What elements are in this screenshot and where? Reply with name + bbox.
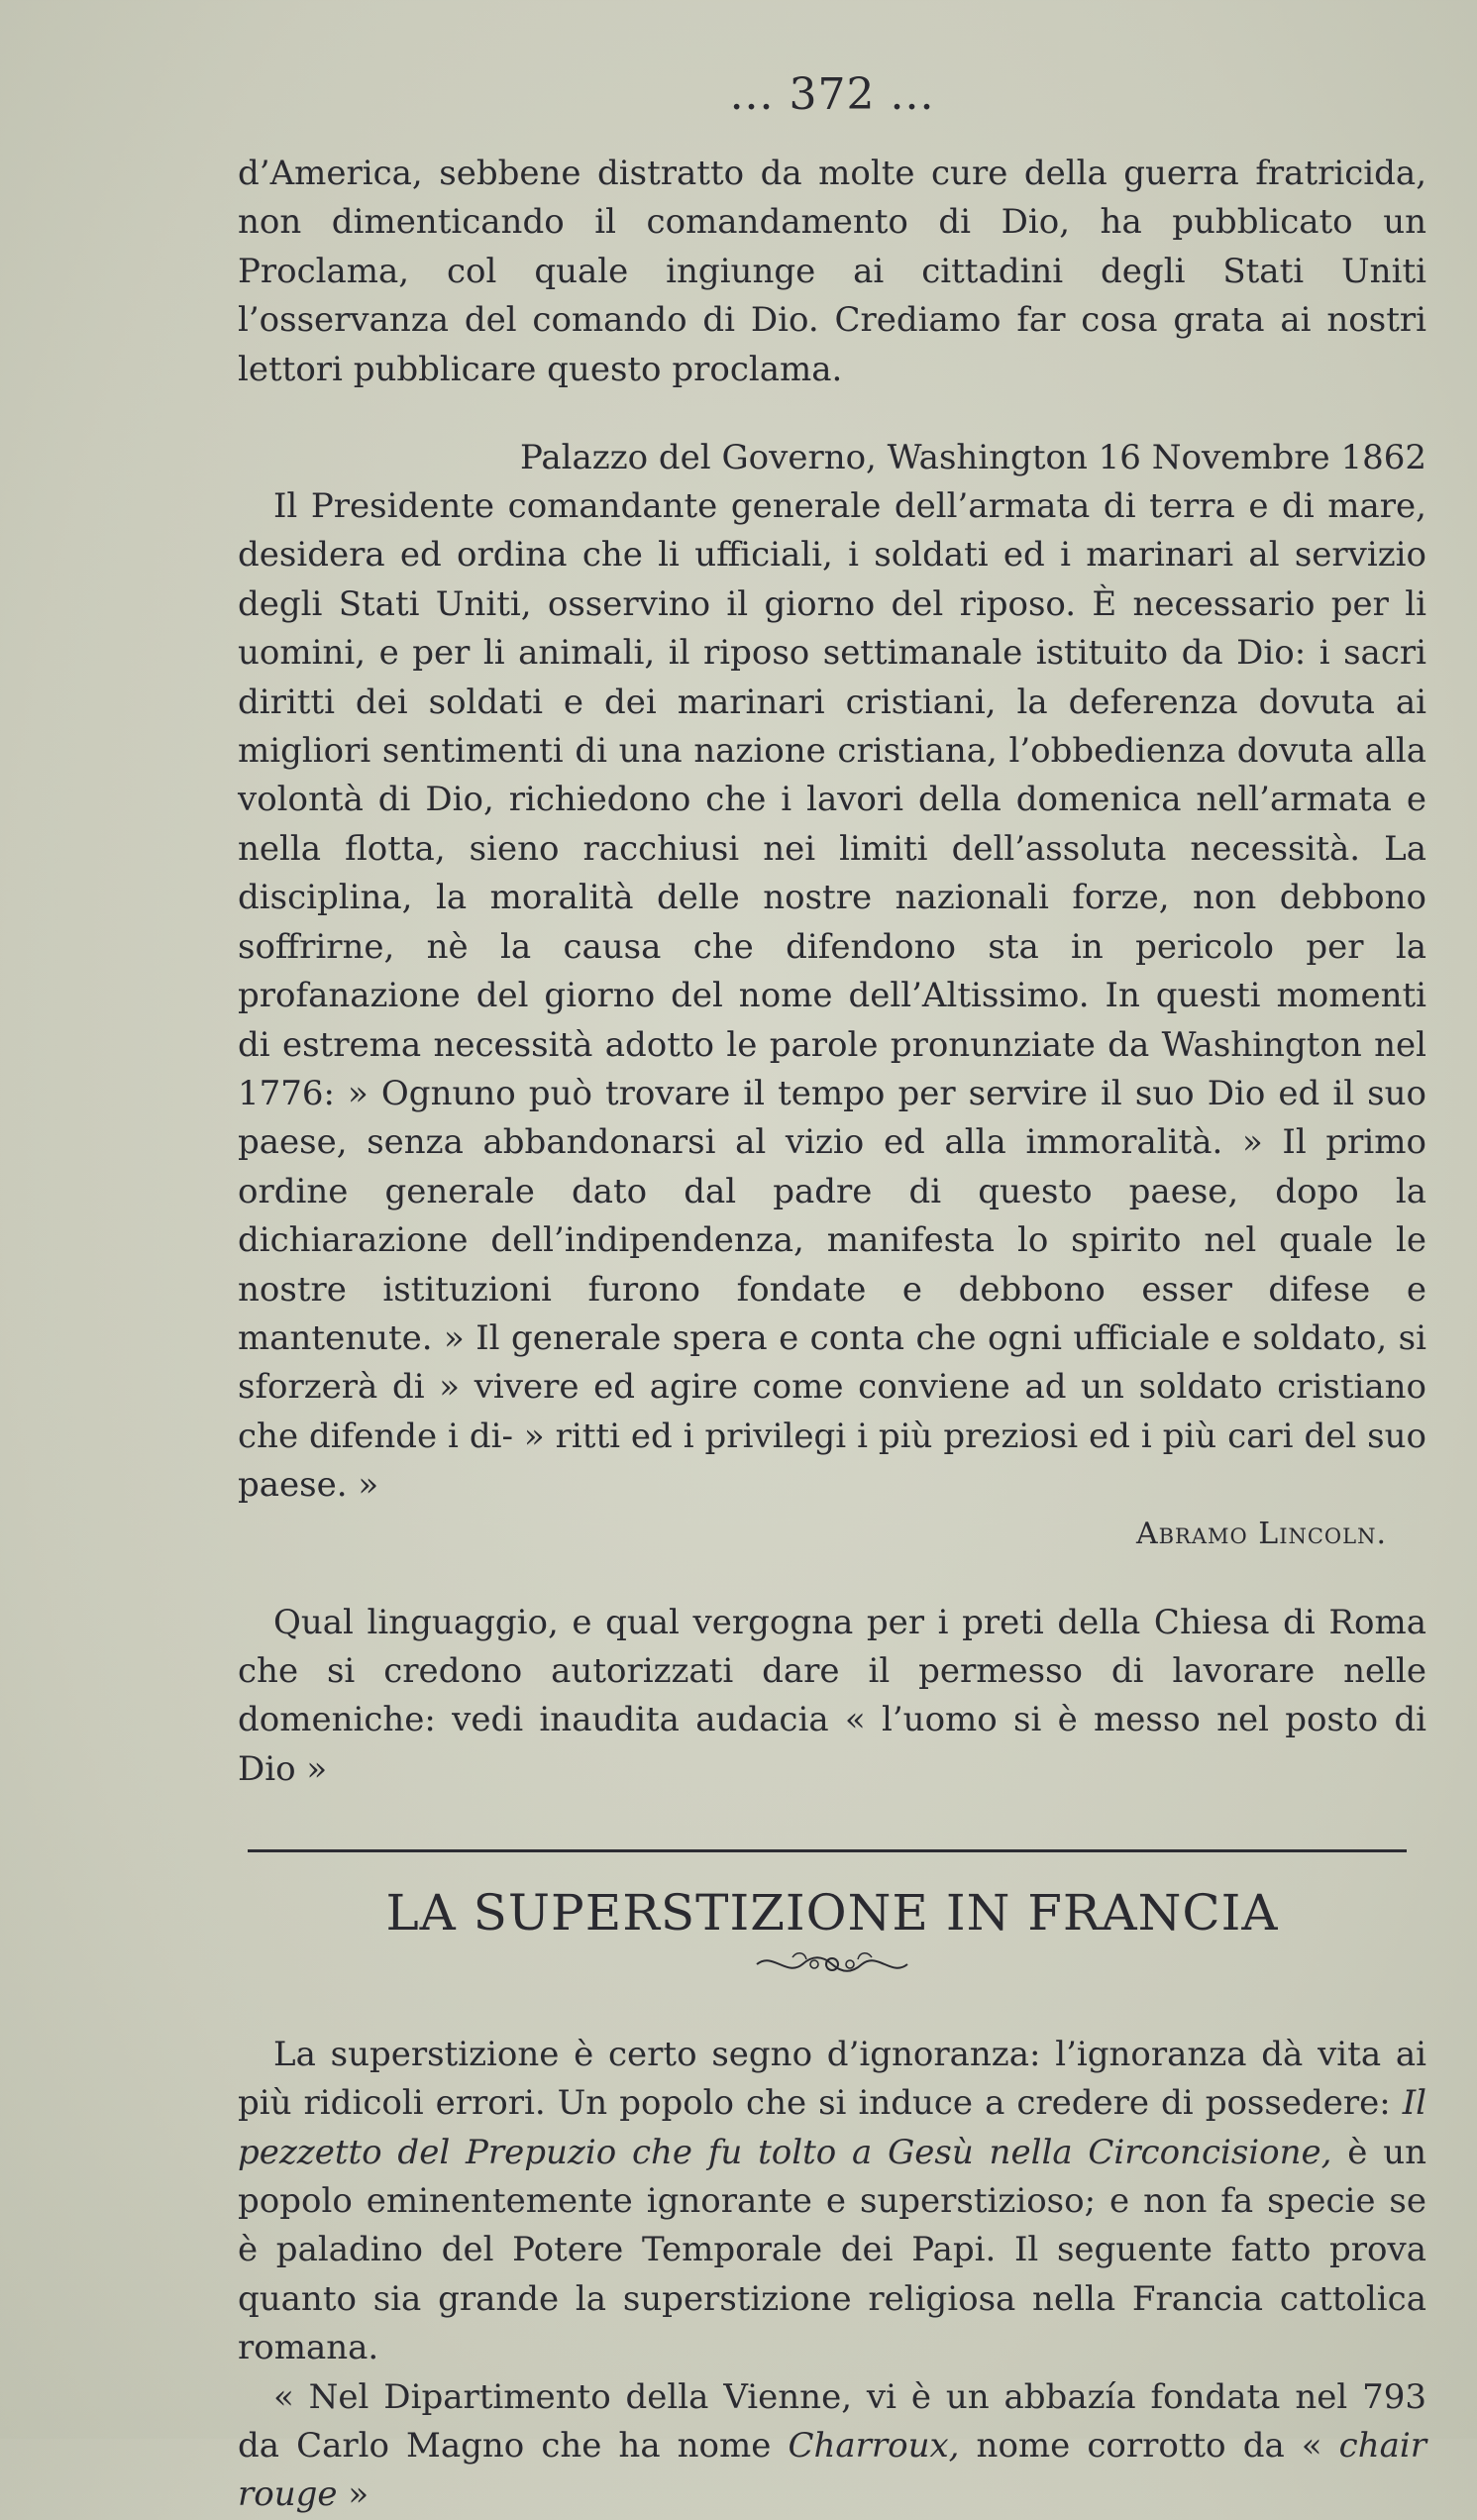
p1-text-after: è un popolo eminentemente ignorante e superstizioso; e non fa specie se è paladino del Potere Temporale dei Papi. Il seguente fatto prova quanto sia grande la superstizione religiosa nella Francia cattolica romana. — [238, 2132, 1427, 2368]
section-title: LA SUPERSTIZIONE IN FRANCIA — [385, 1884, 1279, 1942]
book-page — [238, 69, 1426, 2520]
section-divider — [248, 1849, 1407, 1852]
intro-paragraph: d’America, sebbene distratto da molte cure della guerra fratricida, non dimenticando il comandamento di Dio, ha pubblicato un Proclama, col quale ingiunge ai cittadini degli Stati Uniti l’osservanza del comando di Dio. Crediamo far cosa grata ai nostri lettori pubblicare questo proclama. — [238, 154, 1426, 389]
p2-text-after: » — [337, 2474, 369, 2515]
proclamation-text: Il Presidente comandante generale dell’armata di terra e di mare, desidera ed ordina che li ufficiali, i soldati ed i marinari al servizio degli Stati Uniti, osservino il giorno del riposo. È necessario per li uomini, e per li animali, il riposo settimanale istituito da Dio: i sacri diritti dei soldati e dei marinari cristiani, la deferenza dovuta ai migliori sentimenti di una nazione cristiana, l’obbedienza dovuta alla volontà di Dio, richiedono che i lavori della domenica nell’armata e nella flotta, sieno racchiusi nei limiti dell’assoluta necessità. La disciplina, la moralità delle nostre nazionali forze, non debbono soffrirne, nè la causa che difendono sta in pericolo per la profanazione del giorno del nome dell’Altissimo. In questi momenti di estrema necessità adotto le parole pronunziate da Washington nel 1776: » Ognuno può trovare il tempo per servire il suo Dio ed il suo paese, senza abbandonarsi al vizio ed alla immoralità. » Il primo ordine generale dato dal padre di questo paese, dopo la dichiarazione dell’indipendenza, manifesta lo spirito nel quale le nostre istituzioni furono fondate e debbono esser difese e mantenute. » Il generale spera e conta che ogni ufficiale e soldato, si sforzerà di » vivere ed agire come conviene ad un soldato cristiano che difende i di- » ritti ed i privilegi i più preziosi ed i più cari del suo paese. » — [238, 486, 1426, 1506]
decorative-flourish-icon — [238, 1945, 1426, 1981]
p2-text-middle: nome corrotto da « — [959, 2425, 1339, 2466]
p2-italic-charroux: Charroux, — [788, 2425, 960, 2466]
proclamation-dateline: Palazzo del Governo, Washington 16 Novembre 1862 — [520, 438, 1426, 478]
page-number: ... 372 ... — [729, 69, 935, 120]
p1-italic-phrase: Il pezzetto del Prepuzio che fu tolto a Gesù nella Circoncisione, — [238, 2083, 1426, 2172]
proclamation-signature: Abramo Lincoln. — [1135, 1516, 1387, 1551]
p1-text-before: La superstizione è certo segno d’ignoranza: l’ignoranza dà vita ai più ridicoli errori. Un popolo che si induce a credere di possedere: — [238, 2034, 1426, 2124]
section-paragraph-1 — [238, 2031, 1426, 2373]
p2-text-before: « Nel Dipartimento della Vienne, vi è un abbazía fondata nel 793 da Carlo Magno che ha nome — [238, 2376, 1426, 2466]
section-paragraph-2 — [238, 2373, 1426, 2520]
commentary-paragraph: Qual linguaggio, e qual vergogna per i preti della Chiesa di Roma che si credono autorizzati dare il permesso di lavorare nelle domeniche: vedi inaudita audacia « l’uomo si è messo nel posto di Dio » — [238, 1602, 1426, 1789]
p2-italic-chair-rouge: chair rouge — [238, 2425, 1426, 2515]
